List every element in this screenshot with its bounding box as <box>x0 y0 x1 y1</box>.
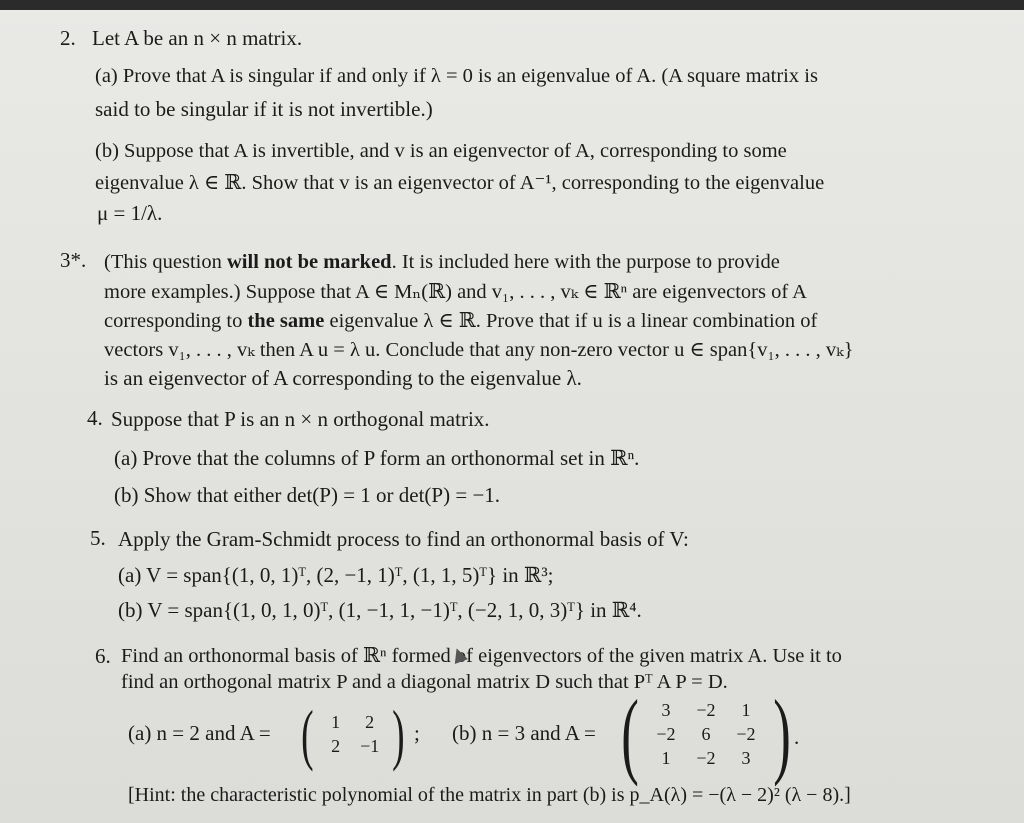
q3-line-2: more examples.) Suppose that A ∈ Mₙ(ℝ) and v₁, . . . , vₖ ∈ ℝⁿ are eigenvectors of A <box>104 281 807 303</box>
q3-not-marked-emphasis: will not be marked <box>227 251 392 273</box>
matrix-a-entry: 2 <box>365 711 375 732</box>
left-paren-icon: ( <box>621 680 639 787</box>
photo-top-edge <box>0 0 1024 10</box>
matrix-b-entry: 1 <box>741 699 751 720</box>
matrix-b-entry: −2 <box>656 723 676 744</box>
matrix-b-grid <box>646 698 766 771</box>
right-paren-icon: ) <box>391 696 405 772</box>
q3-same-emphasis: the same <box>247 310 325 332</box>
q2-part-a-line-2: said to be singular if it is not invertible.) <box>95 97 433 121</box>
matrix-b-entry: 3 <box>741 748 751 769</box>
q4-part-a: (a) Prove that the columns of P form an orthonormal set in ℝⁿ. <box>114 446 640 470</box>
q2-part-a-line-1 <box>95 64 818 89</box>
q4-part-b: (b) Show that either det(P) = 1 or det(P) = −1. <box>114 483 501 507</box>
q2-a-label: (a) <box>95 65 118 87</box>
matrix-a-entry: 2 <box>331 736 341 756</box>
q3-number: 3*. <box>60 248 87 272</box>
matrix-b-entry: 6 <box>701 723 711 744</box>
q6-number: 6. <box>95 644 111 668</box>
q3-line-3 <box>104 309 817 334</box>
q3-line1-pre: (This question <box>104 251 227 273</box>
q3-line3-pre: corresponding to <box>104 310 248 332</box>
q5-part-b: (b) V = span{(1, 0, 1, 0)ᵀ, (1, −1, 1, −1)ᵀ, (−2, 1, 0, 3)ᵀ} in ℝ⁴. <box>118 598 642 622</box>
q6-part-a-label: (a) n = 2 and A = <box>128 721 271 745</box>
q2-part-b-line-2: eigenvalue λ ∈ ℝ. Show that v is an eigenvector of A⁻¹, corresponding to the eigenvalue <box>95 172 825 194</box>
q2-part-b-line-3: μ = 1/λ. <box>97 201 163 225</box>
matrix-b-entry: 1 <box>661 748 671 769</box>
right-paren-icon: ) <box>773 680 791 787</box>
q6-part-b-end: . <box>794 725 800 749</box>
q2-b-label: (b) <box>95 140 119 162</box>
matrix-b-entry: −2 <box>696 748 716 769</box>
matrix-b-entry: −2 <box>696 699 716 720</box>
matrix-b-entry: −2 <box>736 723 756 744</box>
q6-matrix-b <box>614 680 798 787</box>
q5-part-a: (a) V = span{(1, 0, 1)ᵀ, (2, −1, 1)ᵀ, (1, 1, 5)ᵀ} in ℝ³; <box>118 563 554 587</box>
q4-stem: Suppose that P is an n × n orthogonal matrix. <box>111 407 490 431</box>
q3-line-1 <box>104 250 780 275</box>
q2-part-b-line-1 <box>95 139 787 164</box>
q3-line-5: is an eigenvector of A corresponding to the eigenvalue λ. <box>104 366 582 390</box>
q6-matrix-a <box>296 696 409 772</box>
q5-stem: Apply the Gram-Schmidt process to find an orthonormal basis of V: <box>118 527 689 551</box>
q3-line1-post: . It is included here with the purpose to provide <box>391 251 780 273</box>
q6-line-1: Find an orthonormal basis of ℝⁿ formed of eigenvectors of the given matrix A. Use it to <box>121 645 842 667</box>
q5-number: 5. <box>90 526 106 550</box>
q6-hint: [Hint: the characteristic polynomial of the matrix in part (b) is p_A(λ) = −(λ − 2)² (λ − 8).] <box>128 784 851 806</box>
q2-number: 2. <box>60 26 76 50</box>
q6-part-b-label: (b) n = 3 and A = <box>452 721 596 745</box>
q4-number: 4. <box>87 406 103 430</box>
q6-part-a-separator: ; <box>414 721 420 745</box>
q6-line-2: find an orthogonal matrix P and a diagonal matrix D such that Pᵀ A P = D. <box>121 671 728 693</box>
q3-line-4: vectors v₁, . . . , vₖ then A u = λ u. Conclude that any non-zero vector u ∈ span{v₁, . . . , vₖ} <box>104 339 854 361</box>
matrix-a-grid <box>319 710 387 759</box>
q2-b-text: Suppose that A is invertible, and v is an eigenvector of A, corresponding to some <box>124 140 787 162</box>
q3-line3-post: eigenvalue λ ∈ ℝ. Prove that if u is a linear combination of <box>324 310 818 332</box>
matrix-a-entry: −1 <box>360 736 380 756</box>
matrix-a-entry: 1 <box>331 711 341 732</box>
matrix-b-entry: 3 <box>661 699 671 720</box>
left-paren-icon: ( <box>301 696 314 772</box>
q2-stem: Let A be an n × n matrix. <box>92 26 303 50</box>
q2-a-text: Prove that A is singular if and only if λ = 0 is an eigenvalue of A. (A square matrix is <box>122 65 818 87</box>
